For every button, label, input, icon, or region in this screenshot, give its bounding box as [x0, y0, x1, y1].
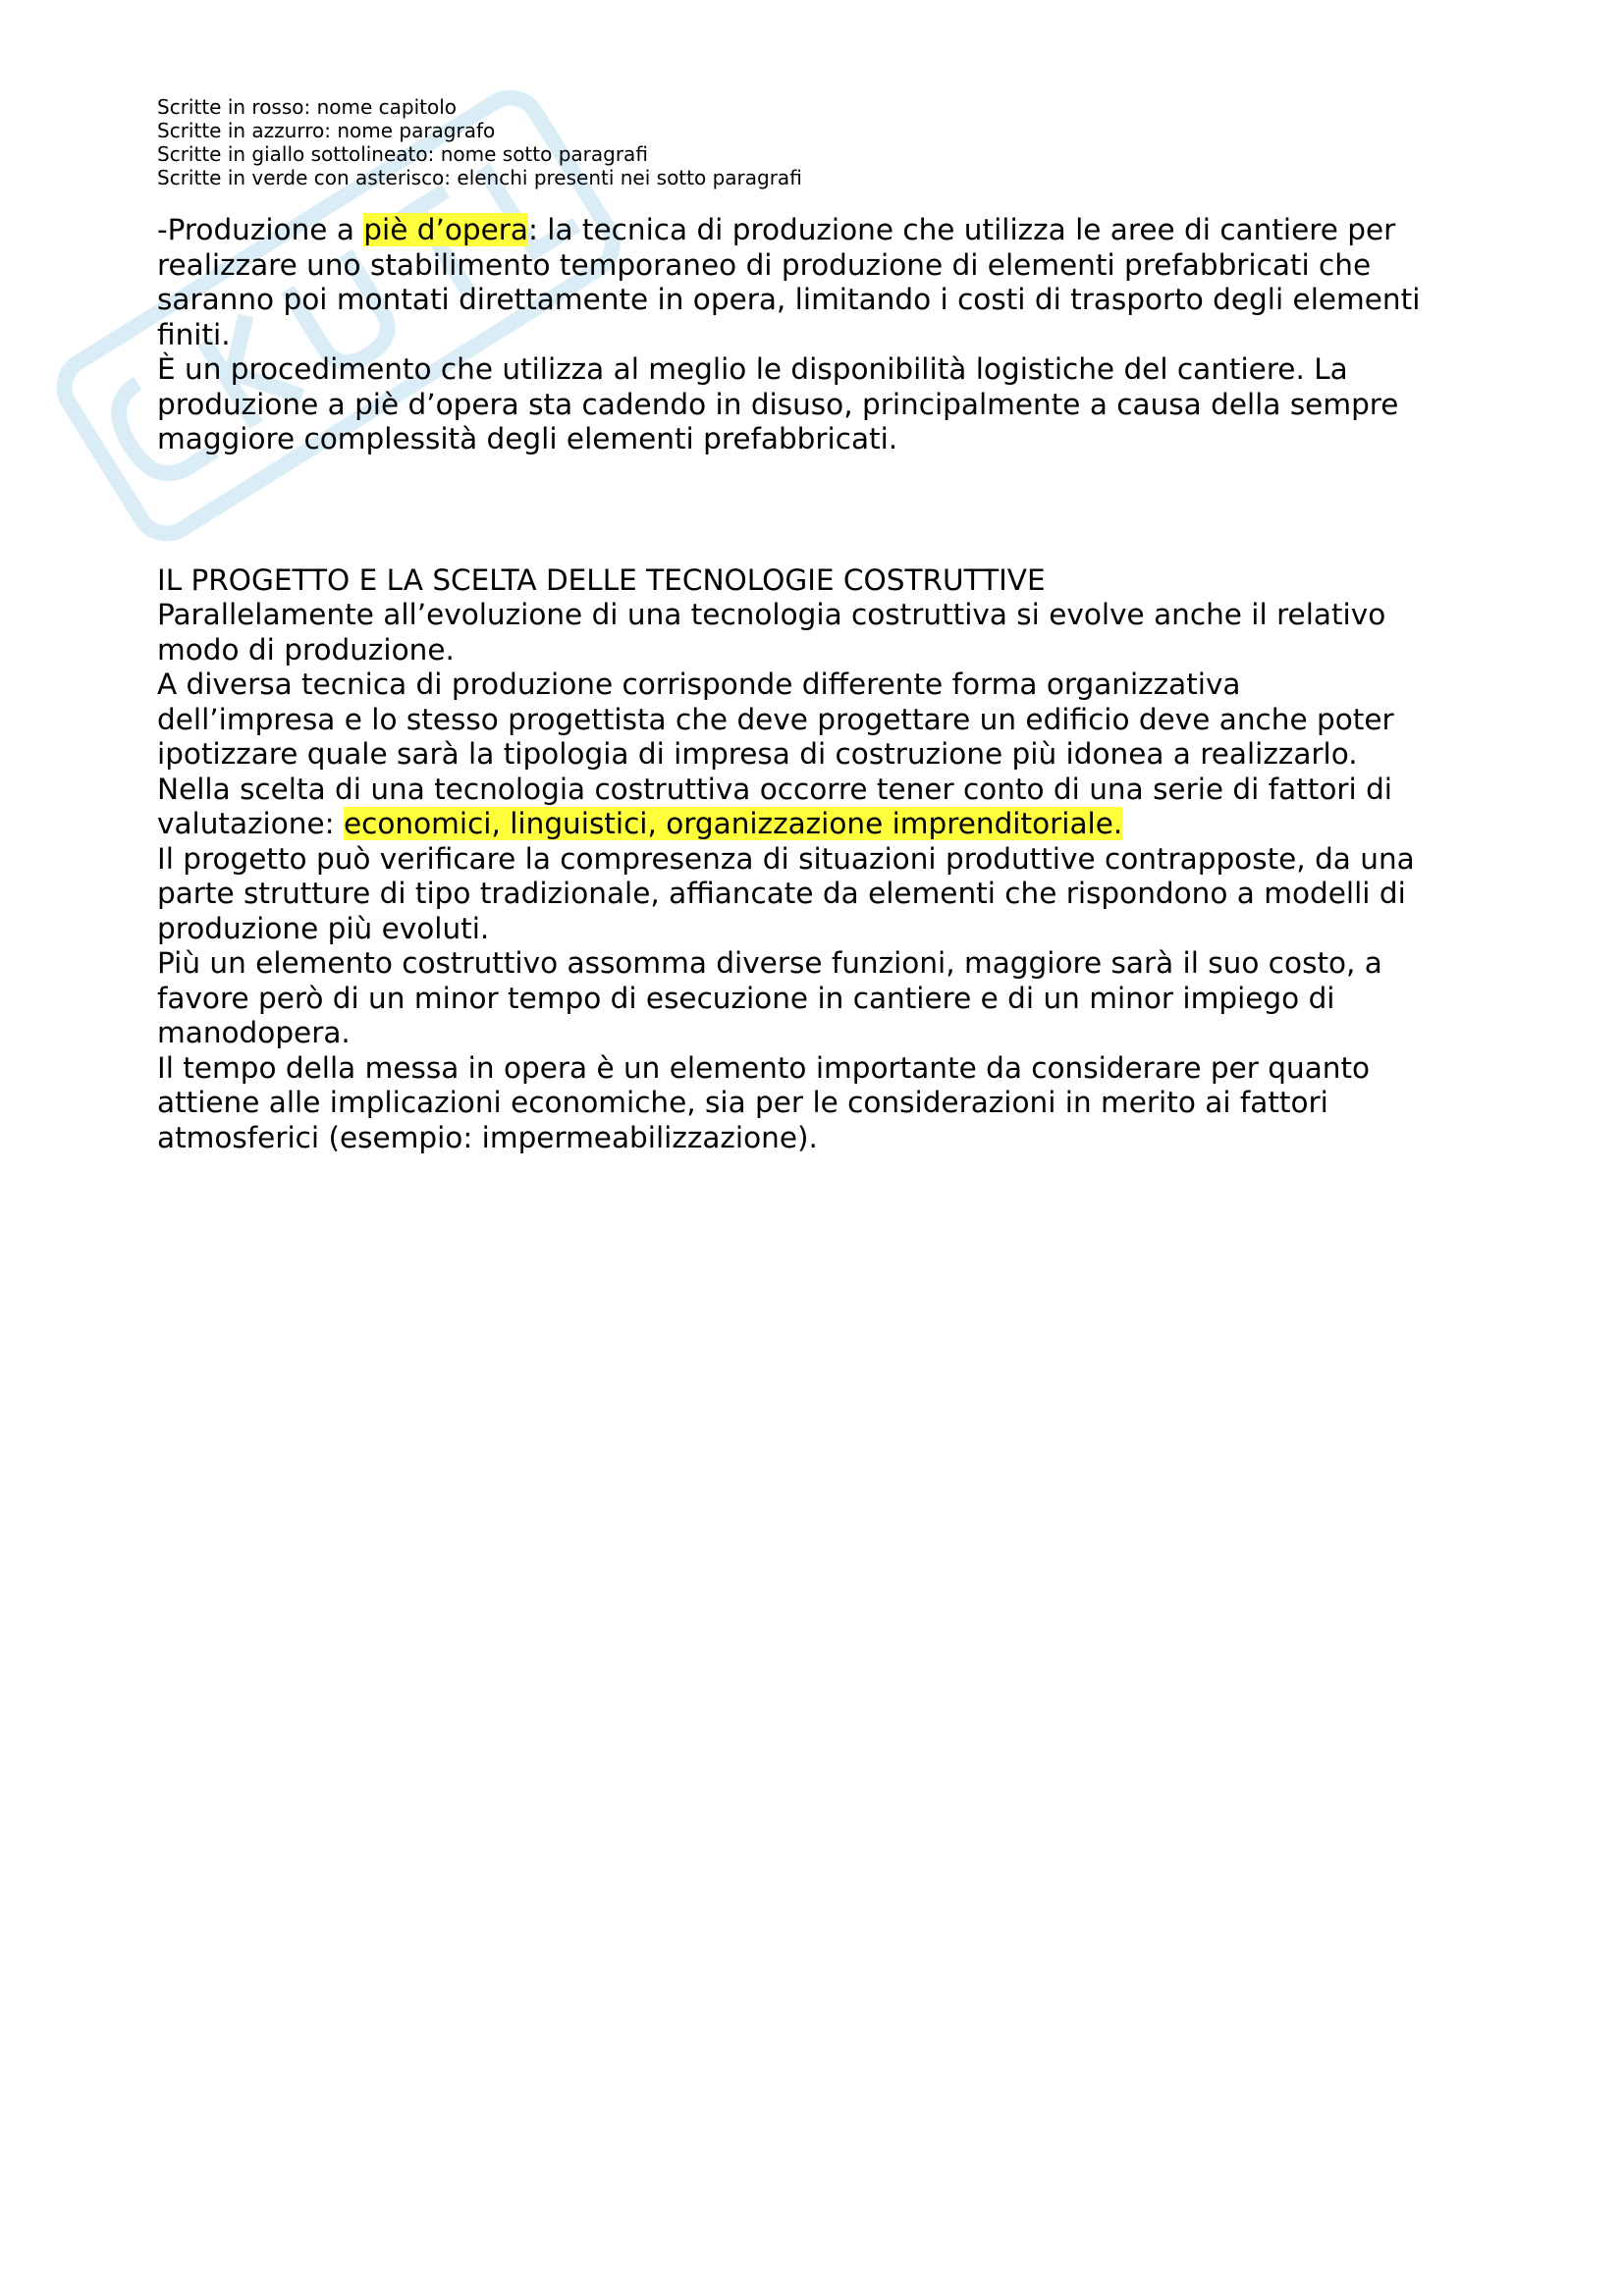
- text-segment: -Produzione a: [157, 213, 364, 246]
- text-line: attiene alle implicazioni economiche, sia per le considerazioni in merito ai fattori: [157, 1086, 1328, 1119]
- text-line: finiti.: [157, 317, 231, 351]
- text-line: realizzare uno stabilimento temporaneo di produzione di elementi prefabbricati che: [157, 247, 1372, 282]
- text-line: Parallelamente all’evoluzione di una tecnologia costruttiva si evolve anche il relativo: [157, 598, 1386, 631]
- text-line: saranno poi montati direttamente in opera, limitando i costi di trasporto degli elementi: [157, 283, 1421, 316]
- text-line: Il progetto può verificare la compresenza di situazioni produttive contrapposte, da una: [157, 841, 1415, 876]
- text-segment: valutazione:: [157, 807, 344, 840]
- text-line: ipotizzare quale sarà la tipologia di impresa di costruzione più idonea a realizzarlo.: [157, 737, 1358, 771]
- text-line: atmosferici (esempio: impermeabilizzazione).: [157, 1120, 818, 1154]
- text-line: dell’impresa e lo stesso progettista che deve progettare un edificio deve anche poter: [157, 702, 1394, 736]
- text-line: produzione a piè d’opera sta cadendo in disuso, principalmente a causa della sempre: [157, 387, 1399, 421]
- highlighted-term: piè d’opera: [363, 213, 528, 246]
- section-progetto-tecnologie: [157, 563, 1483, 1156]
- document-page: [157, 95, 1483, 1155]
- legend-line: Scritte in azzurro: nome paragrafo: [157, 119, 496, 142]
- text-line: [157, 213, 1483, 248]
- highlighted-term: economici, linguistici, organizzazione imprenditoriale.: [343, 807, 1123, 840]
- section-produzione-pie-opera: [157, 213, 1483, 457]
- legend-line: Scritte in verde con asterisco: elenchi presenti nei sotto paragrafi: [157, 166, 802, 189]
- text-segment: : la tecnica di produzione che utilizza le aree di cantiere per: [527, 213, 1396, 246]
- text-line: maggiore complessità degli elementi prefabbricati.: [157, 422, 898, 455]
- text-line: Il tempo della messa in opera è un elemento importante da considerare per quanto: [157, 1050, 1371, 1085]
- text-line: produzione più evoluti.: [157, 911, 490, 945]
- text-line: A diversa tecnica di produzione corrisponde differente forma organizzativa: [157, 667, 1241, 701]
- section-heading: IL PROGETTO E LA SCELTA DELLE TECNOLOGIE COSTRUTTIVE: [157, 562, 1046, 597]
- text-line: Nella scelta di una tecnologia costruttiva occorre tener conto di una serie di fattori di: [157, 772, 1392, 806]
- text-line: favore però di un minor tempo di esecuzione in cantiere e di un minor impiego di: [157, 981, 1335, 1015]
- text-line: manodopera.: [157, 1016, 351, 1049]
- legend-line: Scritte in giallo sottolineato: nome sotto paragrafi: [157, 142, 648, 166]
- text-line: parte strutture di tipo tradizionale, affiancate da elementi che rispondono a modelli di: [157, 877, 1406, 910]
- text-line: modo di produzione.: [157, 632, 455, 667]
- text-line: [157, 807, 1483, 842]
- text-line: Più un elemento costruttivo assomma diverse funzioni, maggiore sarà il suo costo, a: [157, 946, 1382, 980]
- color-legend: [157, 95, 1483, 189]
- legend-line: Scritte in rosso: nome capitolo: [157, 95, 458, 119]
- text-line: È un procedimento che utilizza al meglio le disponibilità logistiche del cantiere. La: [157, 352, 1348, 386]
